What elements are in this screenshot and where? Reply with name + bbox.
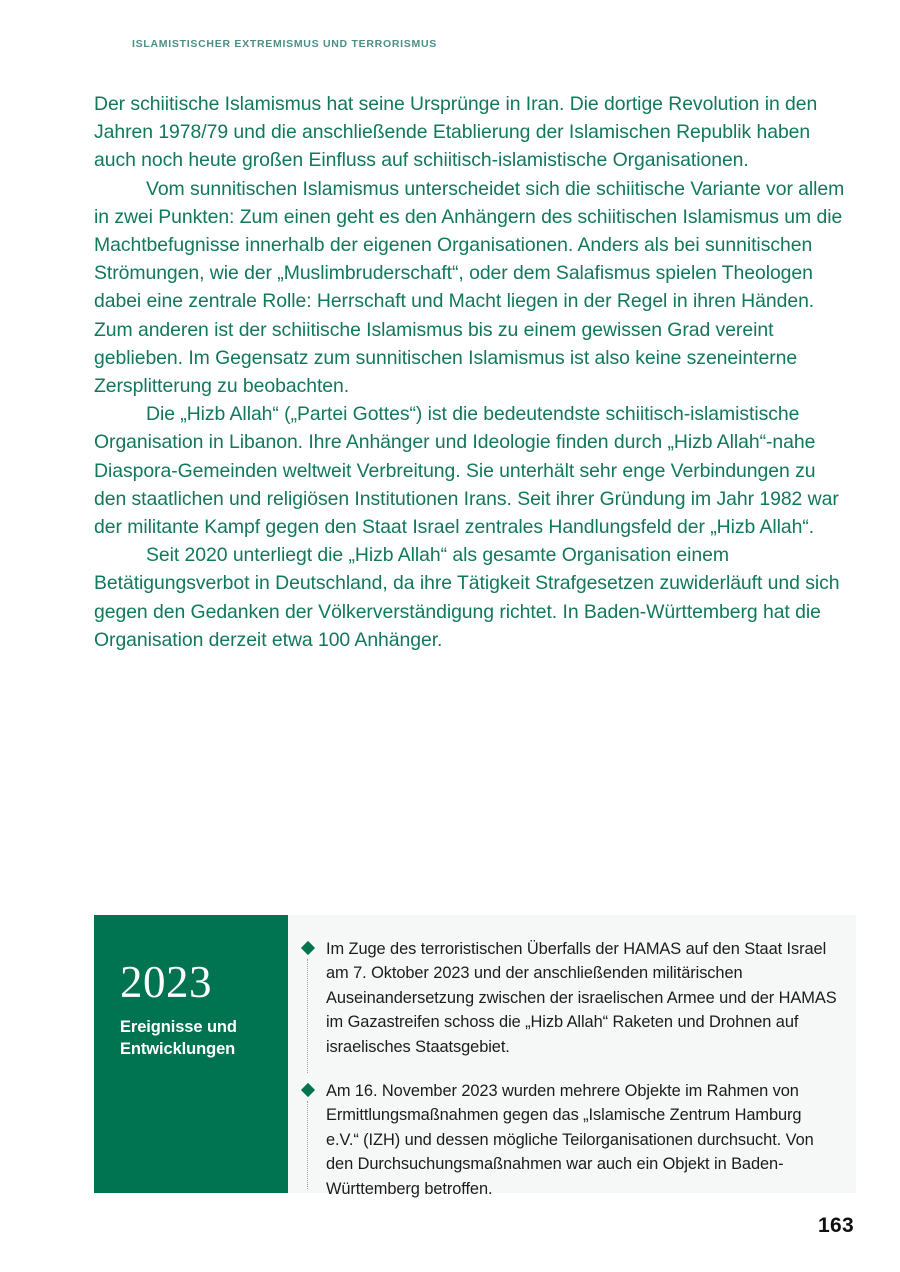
callout-subtitle-line-1: Ereignisse und (120, 1018, 237, 1036)
list-item (300, 1079, 838, 1201)
callout-year: 2023 (120, 957, 212, 1007)
dotted-rail-divider (307, 1101, 308, 1189)
list-item-text: Am 16. November 2023 wurden mehrere Objekte im Rahmen von Ermittlungsmaßnahmen gegen das „Islamische Zentrum Hamburg e.V.“ (IZH) und dessen mögliche Teilorganisationen durchsucht. Von den Durchsuchungsmaßnahmen war auch ein Objekt in Baden-Württemberg betroffen. (326, 1082, 814, 1198)
diamond-icon (301, 1083, 315, 1097)
paragraph-1: Der schiitische Islamismus hat seine Ursprünge in Iran. Die dortige Revolution in den Jahren 1978/79 und die anschließende Etablierung der Islamischen Republik haben auch noch heute großen Einfluss auf schiitisch-islamistische Organisationen. (94, 93, 818, 172)
bullet-marker (300, 937, 326, 1059)
callout-subtitle-line-2: Entwicklungen (120, 1040, 236, 1058)
callout-year-block (94, 915, 288, 1193)
dotted-rail-divider (307, 959, 308, 1073)
running-header: ISLAMISTISCHER EXTREMISMUS UND TERRORISMUS (132, 38, 438, 50)
page-number: 163 (818, 1214, 854, 1237)
callout-bullet-list (288, 915, 856, 1198)
body-text-column (94, 90, 850, 654)
bullet-marker (300, 1079, 326, 1201)
year-events-callout (94, 915, 856, 1198)
list-item-text: Im Zuge des terroristischen Überfalls der HAMAS auf den Staat Israel am 7. Oktober 2023 und der anschließenden militärischen Auseinandersetzung zwischen der israelischen Armee und der HAMAS im Gazastreifen schoss die „Hizb Allah“ Raketen und Drohnen auf israelisches Staatsgebiet. (326, 940, 837, 1056)
callout-subtitle (120, 1016, 288, 1060)
diamond-icon (301, 941, 315, 955)
paragraph-3: Die „Hizb Allah“ („Partei Gottes“) ist die bedeutendste schiitisch-islamistische Organisation in Libanon. Ihre Anhänger und Ideologie finden durch „Hizb Allah“-nahe Diaspora-Gemeinden weltweit Verbreitung. Sie unterhält sehr enge Verbindungen zu den staatlichen und religiösen Institutionen Irans. Seit ihrer Gründung im Jahr 1982 war der militante Kampf gegen den Staat Israel zentrales Handlungsfeld der „Hizb Allah“. (94, 403, 839, 539)
list-item (300, 937, 838, 1059)
paragraph-2: Vom sunnitischen Islamismus unterscheidet sich die schiitische Variante vor allem in zwei Punkten: Zum einen geht es den Anhängern des schiitischen Islamismus um die Machtbefugnisse innerhalb der eigenen Organisationen. Anders als bei sunnitischen Strömungen, wie der „Muslimbruderschaft“, oder dem Salafismus spielen Theologen dabei eine zentrale Rolle: Herrschaft und Macht liegen in der Regel in ihren Händen. Zum anderen ist der schiitische Islamismus bis zu einem gewissen Grad vereint geblieben. Im Gegensatz zum sunnitischen Islamismus ist also keine szeneinterne Zersplitterung zu beobachten. (94, 177, 845, 398)
paragraph-4: Seit 2020 unterliegt die „Hizb Allah“ als gesamte Organisation einem Betätigungsverbot in Deutschland, da ihre Tätigkeit Strafgesetzen zuwiderläuft und sich gegen den Gedanken der Völkerverständigung richtet. In Baden-Württemberg hat die Organisation derzeit etwa 100 Anhänger. (94, 544, 840, 651)
